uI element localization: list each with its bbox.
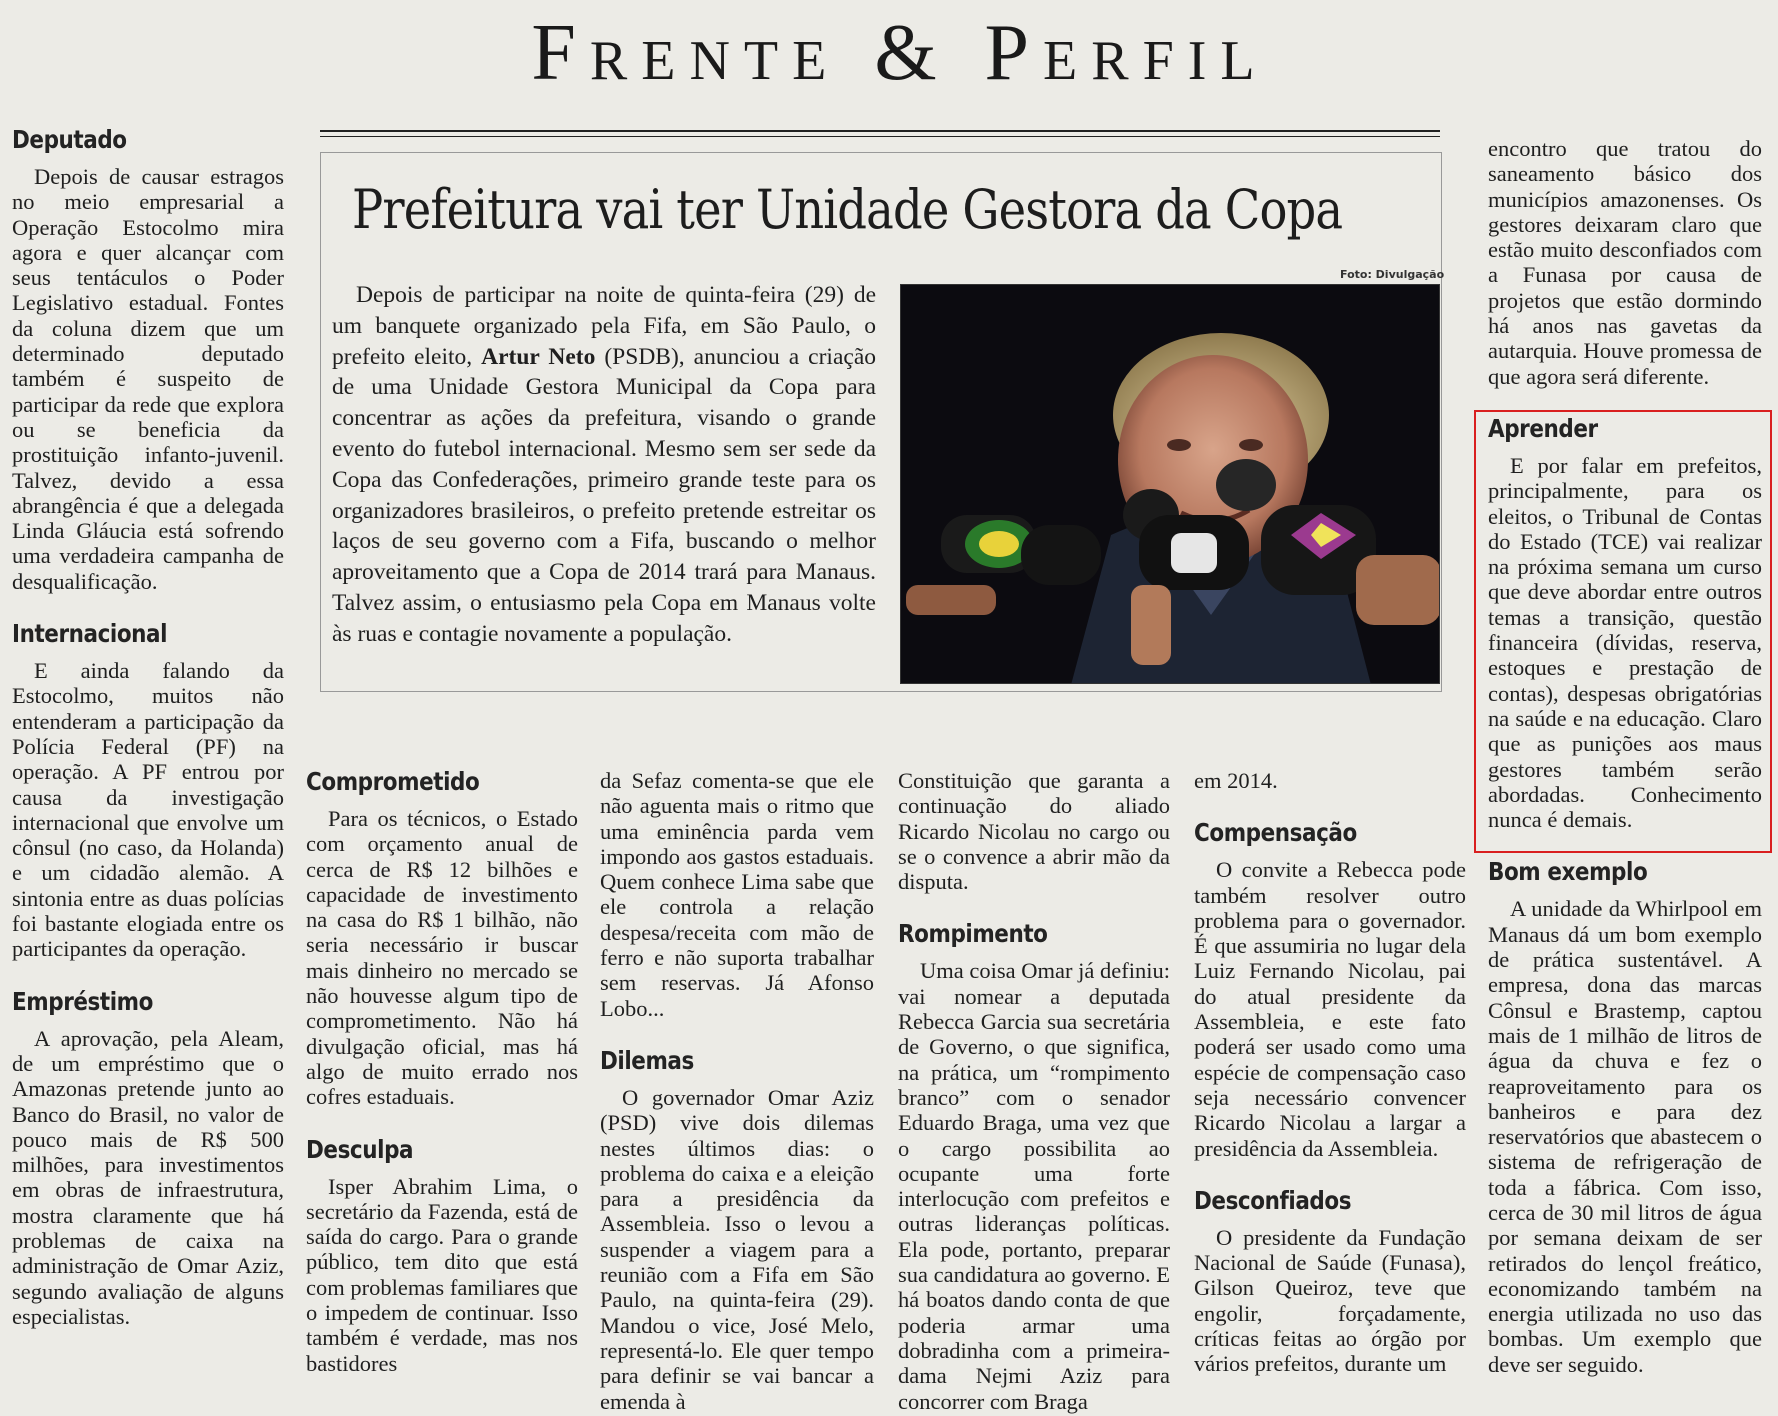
column-3 bbox=[600, 768, 874, 1416]
photo-credit: Foto: Divulgação bbox=[1340, 268, 1445, 281]
article-text: A unidade da Whirlpool em Manaus dá um bom exemplo de prática sustentável. A empresa, dona das marcas Cônsul e Brastemp, captou mais de 1 milhão de litros de água da chuva e fez o reaproveitamento para os banheiros e para dez reservatórios que abastecem o sistema de refrigeração de toda a fábrica. Com isso, cerca de 30 mil litros de água por semana deixam de ser retirados do lençol freático, economizando também na energia utilizada no uso das bombas. Um exemplo que deve ser seguido. bbox=[1488, 896, 1762, 1377]
masthead-rule-thin bbox=[320, 136, 1440, 137]
continued-text bbox=[1194, 768, 1466, 793]
article-text: Isper Abrahim Lima, o secretário da Fazenda, está de saída do cargo. Para o grande público, tem dito que está com problemas familiares que o impedem de continuar. Isso também é verdade, mas nos bastidores bbox=[306, 1173, 578, 1376]
feature-headline: Prefeitura vai ter Unidade Gestora da Copa bbox=[352, 178, 1343, 241]
masthead-rule bbox=[320, 130, 1440, 132]
article-text: Depois de causar estragos no meio empresarial a Operação Estocolmo mira agora e quer alcançar com seus tentáculos o Poder Legislativo estadual. Fontes da coluna dizem que um determinado deputado também é suspeito de participar da rede que explora ou se beneficia da prostituição infanto-juvenil. Talvez, devido a essa abrangência é que a delegada Linda Gláucia está sofrendo uma verdadeira campanha de desqualificação. bbox=[12, 164, 284, 594]
feature-person-name: Artur Neto bbox=[481, 343, 596, 370]
article-heading: Desconfiados bbox=[1194, 1185, 1352, 1215]
article-heading: Bom exemplo bbox=[1488, 857, 1648, 887]
article-text: encontro que tratou do saneamento básico dos municípios amazonenses. Os gestores deixaram claro que estão muito desconfiados com a Funasa por causa de projetos que estão dormindo há anos nas gavetas da autarquia. Houve promessa de que agora será diferente. bbox=[1488, 136, 1762, 389]
article-text: E por falar em prefeitos, principalmente, para os eleitos, o Tribunal de Contas do Estado (TCE) vai realizar na próxima semana um curso que deve abordar entre outros temas a transição, questão financeira (dívidas, reserva, estoques e prestação de contas), despesas obrigatórias na saúde e na educação. Claro que as punições aos maus gestores também serão abordadas. Conhecimento nunca é demais. bbox=[1488, 452, 1762, 833]
article-text: A aprovação, pela Aleam, de um empréstimo que o Amazonas pretende junto ao Banco do Brasil, no valor de pouco mais de R$ 500 milhões, para investimentos em obras de infraestrutura, mostra claramente que há problemas de caixa na administração de Omar Aziz, segundo avaliação de alguns especialistas. bbox=[12, 1025, 284, 1329]
article-compensacao bbox=[1194, 817, 1466, 1161]
highlight-box bbox=[1474, 410, 1772, 853]
article-text: Para os técnicos, o Estado com orçamento anual de cerca de R$ 12 bilhões e capacidade de investimento na casa do R$ 1 bilhão, não seria necessário ir buscar mais dinheiro no mercado se não houvesse algum tipo de comprometimento. Não há divulgação oficial, mas há algo de muito errado nos cofres estaduais. bbox=[306, 806, 578, 1110]
column-5 bbox=[1194, 768, 1466, 1401]
feature-body bbox=[332, 280, 876, 650]
article-text: O convite a Rebecca pode também resolver outro problema para o governador. É que assumiria no lugar dela Luiz Fernando Nicolau, pai do atual presidente da Assembleia, e este fato poderá ser usado como uma espécie de compensação caso seja necessário convencer Ricardo Nicolau a largar a presidência da Assembleia. bbox=[1194, 857, 1466, 1161]
article-rompimento bbox=[898, 918, 1170, 1413]
article-text: da Sefaz comenta-se que ele não aguenta mais o ritmo que uma eminência parda vem impondo aos gastos estaduais. Quem conhece Lima sabe que ele controla a relação despesa/receita com mão de ferro e não suporta trabalhar sem reservas. Já Afonso Lobo... bbox=[600, 768, 874, 1021]
article-heading: Rompimento bbox=[898, 919, 1048, 949]
article-heading: Deputado bbox=[12, 125, 127, 154]
article-desconfiados bbox=[1194, 1185, 1466, 1377]
continued-text bbox=[898, 768, 1170, 894]
article-dilemas bbox=[600, 1045, 874, 1414]
article-heading: Desculpa bbox=[306, 1134, 414, 1164]
article-deputado bbox=[12, 124, 284, 594]
column-4 bbox=[898, 768, 1170, 1416]
article-text: Constituição que garanta a continuação do aliado Ricardo Nicolau no cargo ou se o convence a abrir mão da disputa. bbox=[898, 768, 1170, 895]
feature-body-end: (PSDB), anunciou a criação de uma Unidade Gestora Municipal da Copa para concentrar as ações da prefeitura, visando o grande evento do futebol internacional. Mesmo sem ser sede da Copa das Confederações, primeiro grande teste para os organizadores brasileiros, o prefeito pretende estreitar os laços de seu governo com a Fifa, buscando o melhor aproveitamento que a Copa de 2014 trará para Manaus. Talvez assim, o entusiasmo pela Copa em Manaus volte às ruas e contagie novamente a população. bbox=[332, 343, 876, 647]
feature-body-start: Depois de participar na noite de quinta-feira (29) de um banquete organizado pela Fifa, em São Paulo, o prefeito eleito, bbox=[332, 282, 876, 370]
article-heading: Aprender bbox=[1488, 413, 1598, 443]
article-text: Uma coisa Omar já definiu: vai nomear a deputada Rebecca Garcia sua secretária de Governo, o que significa, na prática, um “rompimento branco” com o senador Eduardo Braga, uma vez que o cargo possibilita ao ocupante uma forte interlocução com prefeitos e outras lideranças políticas. Ela pode, portanto, preparar sua candidatura ao governo. E há boatos dando conta de que poderia armar uma dobradinha com a primeira-dama Nejmi Aziz para concorrer com Braga bbox=[898, 958, 1170, 1414]
feature-photo bbox=[900, 284, 1440, 684]
article-desculpa bbox=[306, 1134, 578, 1376]
article-heading: Empréstimo bbox=[12, 986, 153, 1016]
article-heading: Compensação bbox=[1194, 818, 1357, 848]
continued-text bbox=[600, 768, 874, 1021]
article-text: O presidente da Fundação Nacional de Saúde (Funasa), Gilson Queiroz, teve que engolir, forçadamente, críticas feitas ao órgão por vários prefeitos, durante um bbox=[1194, 1224, 1466, 1377]
article-emprestimo bbox=[12, 986, 284, 1330]
press-interview-photo bbox=[901, 285, 1440, 684]
article-heading: Dilemas bbox=[600, 1045, 694, 1075]
article-text: E ainda falando da Estocolmo, muitos não entenderam a participação da Polícia Federal (PF) na operação. A PF entrou por causa da investigação internacional que envolve um cônsul (no caso, da Holanda) e um cidadão alemão. A sintonia entre as duas polícias foi bastante elogiada entre os participantes da operação. bbox=[12, 658, 284, 962]
article-heading: Internacional bbox=[12, 619, 168, 649]
column-2 bbox=[306, 766, 578, 1400]
article-bom-exemplo bbox=[1488, 856, 1762, 1377]
article-text: em 2014. bbox=[1194, 768, 1278, 793]
column-1 bbox=[12, 124, 284, 1353]
continued-text bbox=[1488, 136, 1762, 389]
article-comprometido bbox=[306, 766, 578, 1110]
article-heading: Comprometido bbox=[306, 767, 480, 796]
article-internacional bbox=[12, 618, 284, 962]
masthead-title: Frente & Perfil bbox=[531, 9, 1269, 97]
article-text: O governador Omar Aziz (PSD) vive dois dilemas nestes últimos dias: o problema do caixa e a eleição para a presidência da Assembleia. Isso o levou a suspender a viagem para a reunião com a Fifa em São Paulo, na quinta-feira (29). Mandou o vice, José Melo, representá-lo. Ele quer tempo para definir se vai bancar a emenda à bbox=[600, 1084, 874, 1414]
